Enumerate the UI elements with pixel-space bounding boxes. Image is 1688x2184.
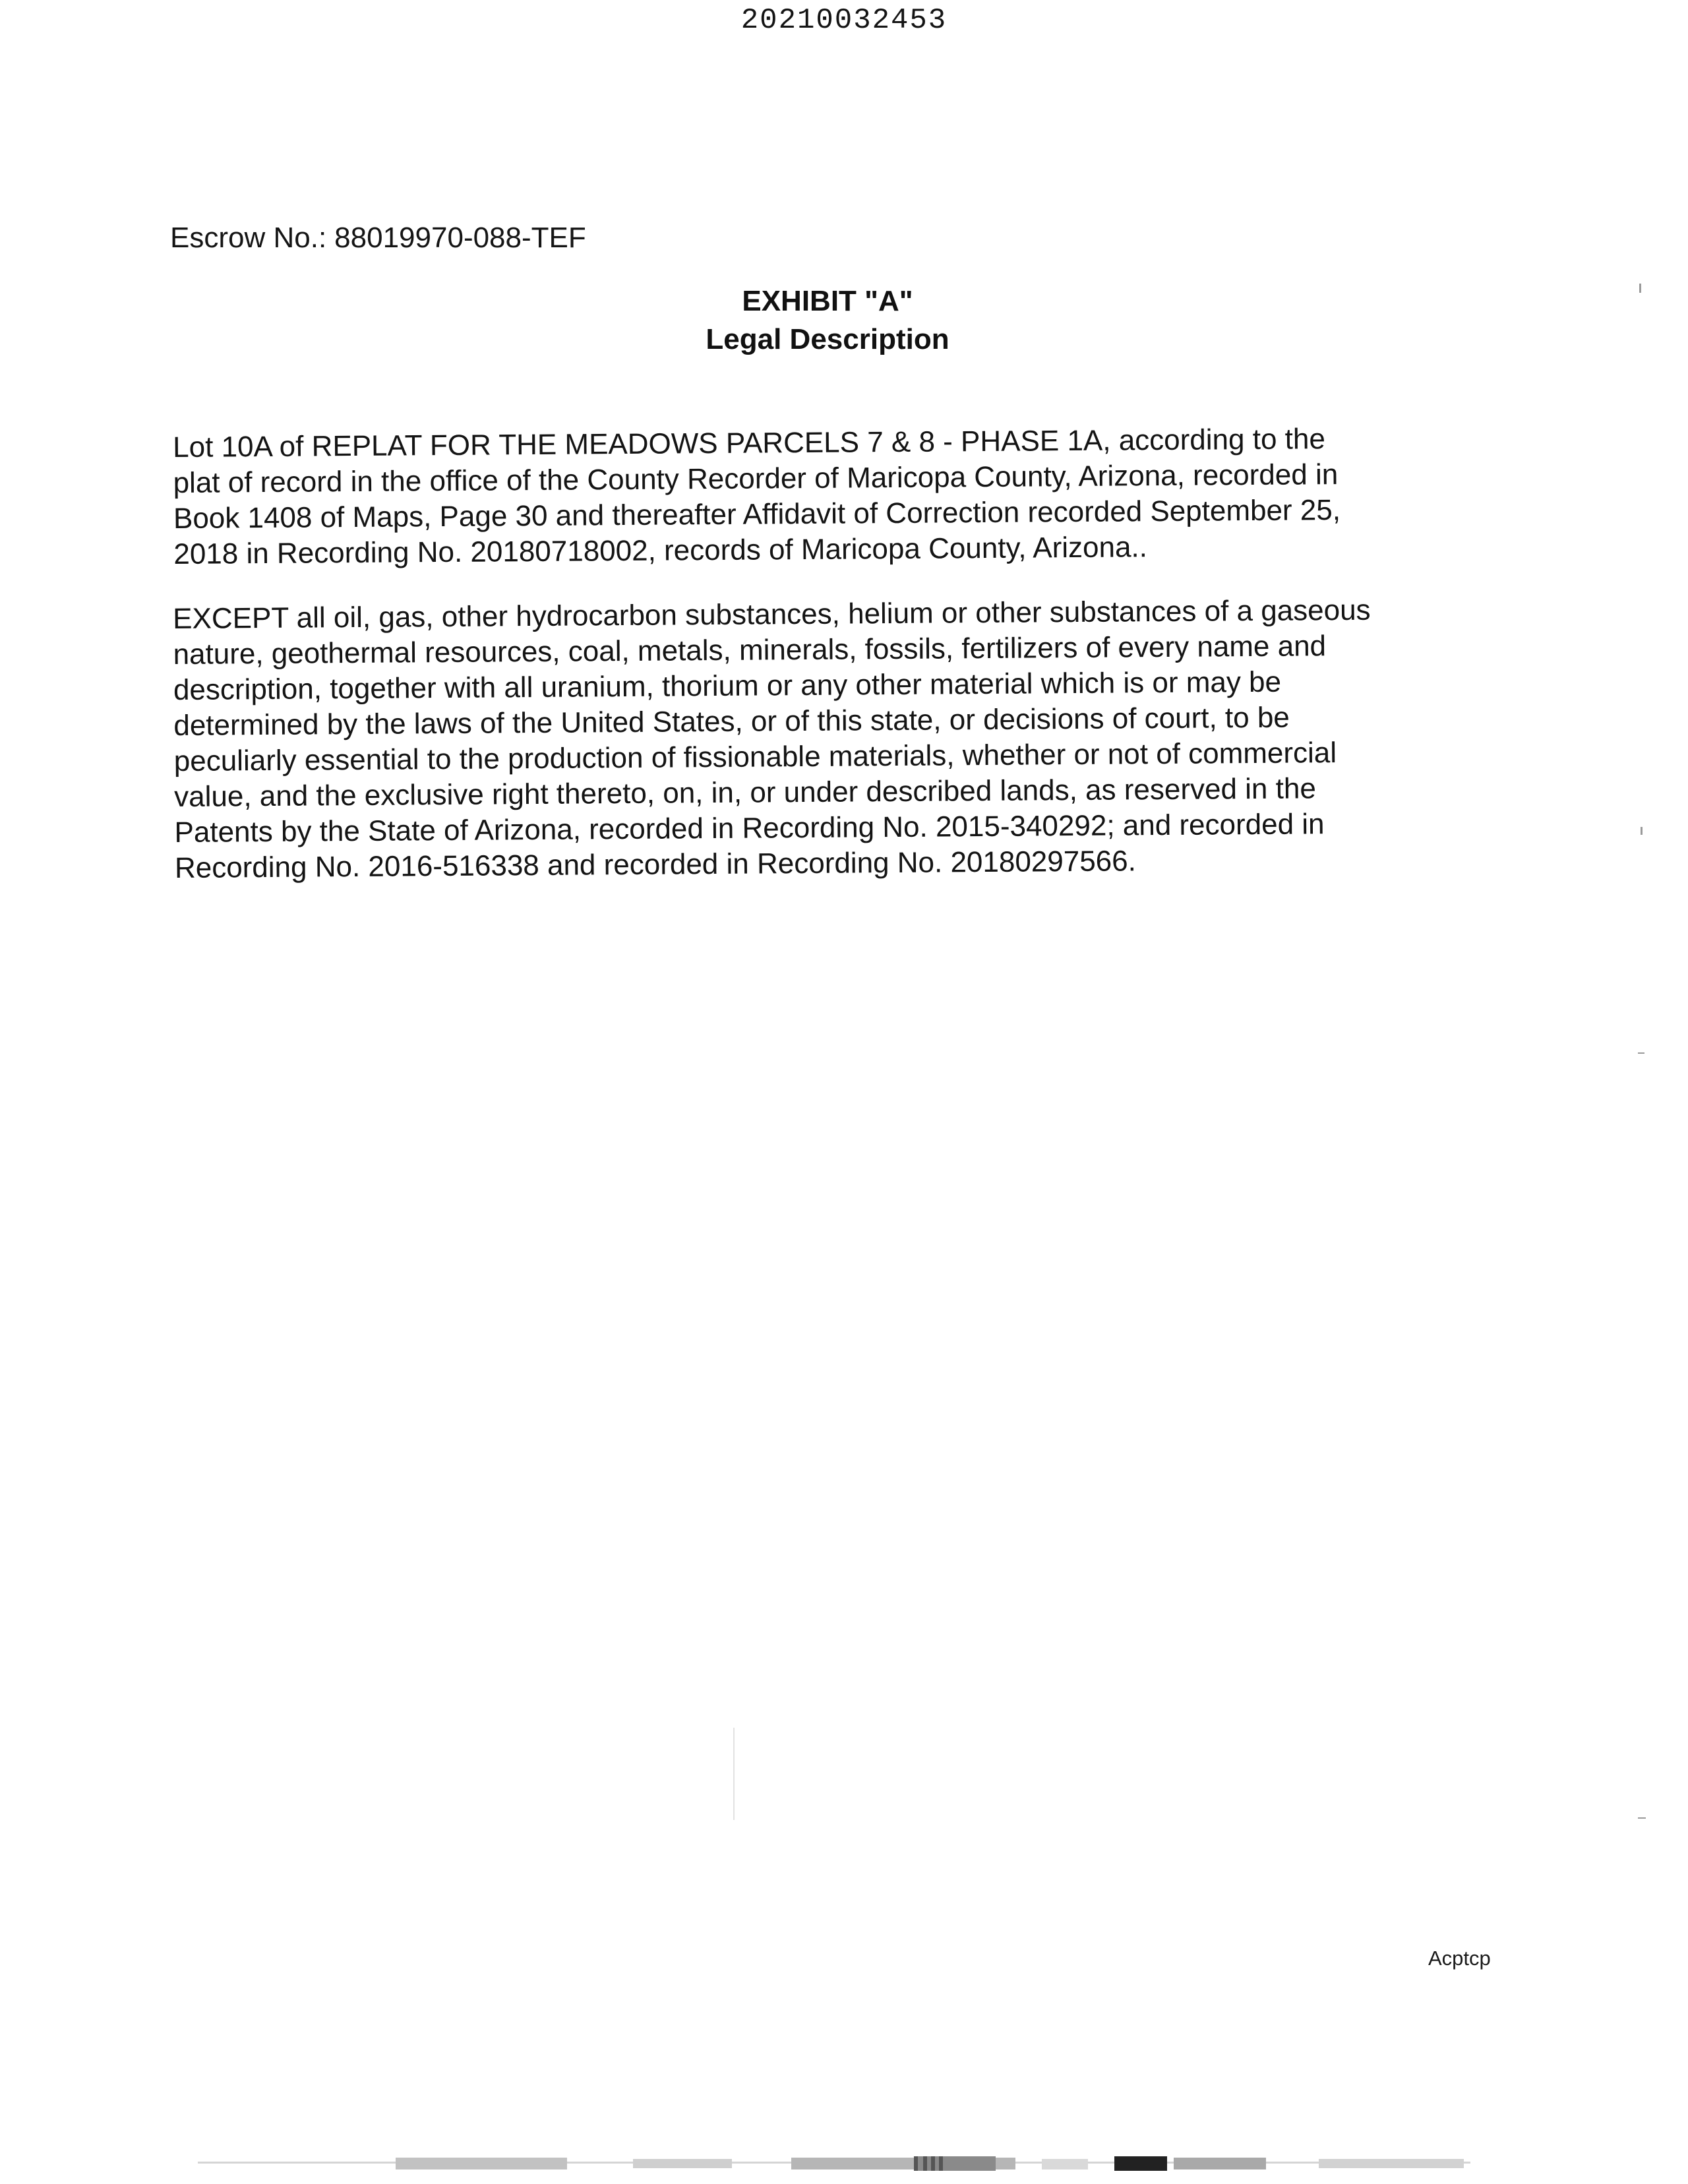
escrow-label: Escrow No.: bbox=[170, 222, 327, 254]
paragraph-line: nature, geothermal resources, coal, metals, minerals, fossils, fertilizers of every name and bbox=[173, 630, 1327, 671]
escrow-line bbox=[170, 222, 586, 255]
footer-initials: Acptcp bbox=[1428, 1947, 1491, 1970]
paragraph-line: Recording No. 2016-516338 and recorded in Recording No. 20180297566. bbox=[174, 845, 1137, 884]
paragraph-line: Patents by the State of Arizona, recorded in Recording No. 2015-340292; and recorded in bbox=[174, 808, 1325, 849]
scan-noise-strip bbox=[198, 2155, 1470, 2172]
escrow-number: 88019970-088-TEF bbox=[334, 222, 586, 254]
paragraph-line: description, together with all uranium, thorium or any other material which is or may be bbox=[173, 665, 1282, 706]
scan-speck bbox=[1638, 1817, 1646, 1819]
recording-number: 20210032453 bbox=[740, 4, 948, 37]
scan-speck bbox=[1641, 827, 1643, 835]
scan-speck bbox=[1639, 284, 1641, 293]
legal-description-title: Legal Description bbox=[706, 323, 950, 355]
paragraph-line: plat of record in the office of the County Recorder of Maricopa County, Arizona, recorded in bbox=[173, 458, 1339, 499]
exhibit-title: EXHIBIT "A" bbox=[742, 285, 913, 317]
paragraph-line: Lot 10A of REPLAT FOR THE MEADOWS PARCELS 7 & 8 - PHASE 1A, according to the bbox=[173, 423, 1325, 464]
scan-speck bbox=[1638, 1052, 1644, 1054]
scan-speck bbox=[733, 1728, 735, 1820]
paragraph-line: value, and the exclusive right thereto, on, in, or under described lands, as reserved in the bbox=[173, 772, 1316, 813]
paragraph-line: peculiarly essential to the production of fissionable materials, whether or not of commercial bbox=[173, 737, 1337, 777]
paragraph-line: Book 1408 of Maps, Page 30 and thereafter Affidavit of Correction recorded September 25, bbox=[173, 494, 1341, 535]
paragraph-line: EXCEPT all oil, gas, other hydrocarbon substances, helium or other substances of a gaseous bbox=[173, 593, 1371, 635]
lot-description-paragraph bbox=[173, 421, 1341, 572]
paragraph-line: 2018 in Recording No. 20180718002, records of Maricopa County, Arizona.. bbox=[173, 531, 1148, 570]
paragraph-line: determined by the laws of the United States, or of this state, or decisions of court, to be bbox=[173, 701, 1290, 742]
exception-paragraph bbox=[173, 593, 1373, 886]
